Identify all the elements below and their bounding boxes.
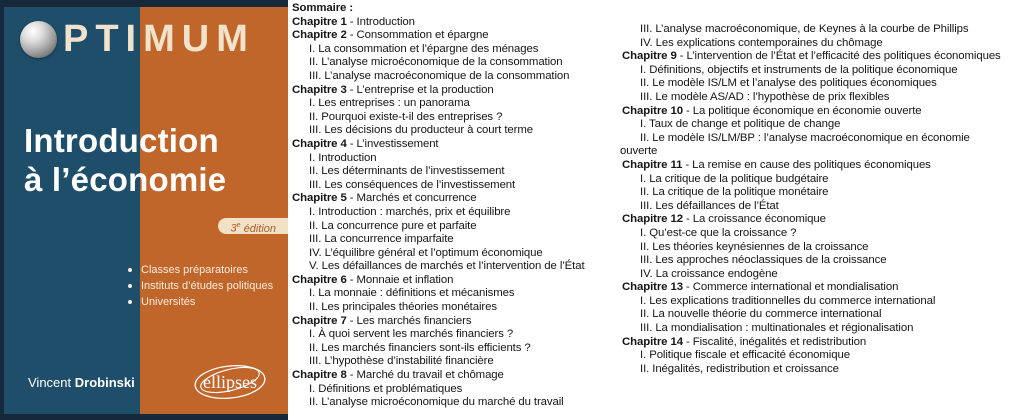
toc-entry-line: III. Les conséquences de l’investissement <box>309 178 516 191</box>
toc-entry-line: II. La concurrence pure et parfaite <box>309 219 477 232</box>
toc-entry-line: III. La concurrence imparfaite <box>309 233 454 246</box>
book-cover <box>0 0 288 420</box>
toc-entry-line: I. Les entreprises : un panorama <box>309 97 470 110</box>
toc-entry-line: I. Définitions et problématiques <box>309 382 463 395</box>
toc-heading: Sommaire : <box>292 2 354 14</box>
toc-entry-line: I. Taux de change et politique de change <box>640 118 841 131</box>
toc-entry-line: I. La monnaie : définitions et mécanismes <box>309 287 515 300</box>
toc-chapter-line: Chapitre 4 - L’investissement <box>292 137 439 150</box>
toc-entry-line: II. Le modèle IS/LM/BP : l’analyse macroéconomique en économie <box>640 131 970 144</box>
audience-list <box>128 264 273 312</box>
toc-entry-line: III. Le modèle AS/AD : l’hypothèse de prix flexibles <box>640 90 890 103</box>
toc-chapter-line: Chapitre 12 - La croissance économique <box>622 213 826 226</box>
edition-badge <box>218 218 288 234</box>
toc-entry-line: I. À quoi servent les marchés financiers ? <box>309 328 514 341</box>
toc-entry-line: IV. Les explications contemporaines du chômage <box>640 36 883 49</box>
toc-entry-line: III. L’hypothèse d’instabilité financière <box>309 355 494 368</box>
toc-chapter-line: Chapitre 13 - Commerce international et mondialisation <box>622 281 899 294</box>
toc-entry-line: I. Les explications traditionnelles du commerce international <box>640 294 936 307</box>
toc-entry-line: I. Introduction : marchés, prix et équilibre <box>309 205 511 218</box>
toc-chapter-line: Chapitre 7 - Les marchés financiers <box>292 314 472 327</box>
toc-entry-line: I. Politique fiscale et efficacité économique <box>640 349 850 362</box>
toc-entry-line: II. Le modèle IS/LM et l’analyse des politiques économiques <box>640 77 937 90</box>
toc-entry-line: II. La critique de la politique monétaire <box>640 186 829 199</box>
toc-column-2 <box>620 23 1001 376</box>
edition-sup: e <box>236 222 241 229</box>
book-title <box>24 121 226 199</box>
toc-chapter-line: Chapitre 5 - Marchés et concurrence <box>292 192 477 205</box>
toc-chapter-line: Chapitre 3 - L’entreprise et la production <box>292 83 494 96</box>
toc-entry-line: V. Les défaillances de marchés et l’intervention de l’État <box>309 260 585 273</box>
toc-entry-line: III. Les décisions du producteur à court terme <box>309 124 533 137</box>
audience-item <box>128 296 273 312</box>
toc-entry-line: II. Pourquoi existe-t-il des entreprises ? <box>309 110 503 123</box>
bullet-dot-icon <box>128 268 132 272</box>
toc-entry-line: II. Les marchés financiers sont-ils efficients ? <box>309 341 531 354</box>
toc-chapter-line: Chapitre 14 - Fiscalité, inégalités et redistribution <box>622 335 867 348</box>
publisher-wordmark: ellipses <box>203 372 257 392</box>
toc-entry-line: IV. L’équilibre général et l’optimum économique <box>309 246 543 259</box>
toc-entry-line: I. Introduction <box>309 151 377 164</box>
toc-entry-line: IV. La croissance endogène <box>640 267 778 280</box>
toc-chapter-line: Chapitre 8 - Marché du travail et chômage <box>292 369 504 382</box>
toc-entry-line: I. Qu’est-ce que la croissance ? <box>640 226 797 239</box>
audience-item <box>128 264 273 280</box>
audience-item-label: Instituts d’études politiques <box>141 280 274 292</box>
book-title-line2: à l’économie <box>24 161 227 198</box>
toc-entry-line: II. L’analyse microéconomique du marché du travail <box>309 396 564 409</box>
toc-column-1 <box>292 2 585 410</box>
toc-entry-line: II. L’analyse microéconomique de la consommation <box>309 56 563 69</box>
optimum-logo <box>20 20 255 58</box>
toc-entry-line: III. La mondialisation : multinationales et régionalisation <box>640 322 914 335</box>
audience-item-label: Classes préparatoires <box>141 264 248 276</box>
toc-entry-line: III. L’analyse macroéconomique de la consommation <box>309 69 570 82</box>
toc-entry-line: I. Définitions, objectifs et instruments de la politique économique <box>640 63 958 76</box>
toc-entry-line: III. Les défaillances de l’État <box>640 199 779 212</box>
toc-chapter-line: Chapitre 9 - L’intervention de l’État et l’efficacité des politiques économiques <box>622 50 1001 63</box>
toc-chapter-line: Chapitre 10 - La politique économique en économie ouverte <box>622 104 922 117</box>
ellipses-publisher-logo <box>192 359 268 405</box>
toc-entry-line: II. Les principales théories monétaires <box>309 301 497 314</box>
toc-chapter-line: Chapitre 1 - Introduction <box>292 15 415 28</box>
toc-entry-line: ouverte <box>620 145 658 158</box>
bullet-dot-icon <box>128 284 132 288</box>
edition-word: édition <box>243 222 276 235</box>
bullet-dot-icon <box>128 300 132 304</box>
toc-entry-line: II. Inégalités, redistribution et croissance <box>640 362 839 375</box>
cover-orange-panel <box>140 7 288 414</box>
toc-chapter-line: Chapitre 2 - Consommation et épargne <box>292 29 489 42</box>
toc-entry-line: II. Les théories keynésiennes de la croissance <box>640 240 869 253</box>
brand-letters: PTIMUM <box>63 18 255 60</box>
sphere-icon <box>20 21 57 58</box>
edition-number: 3 <box>230 222 237 235</box>
toc-entry-line: II. Les déterminants de l’investissement <box>309 165 505 178</box>
toc-entry-line: II. La nouvelle théorie du commerce international <box>640 308 882 321</box>
toc-entry-line: I. La critique de la politique budgétaire <box>640 172 829 185</box>
author-first-name: Vincent <box>28 375 72 390</box>
author-last-name: Drobinski <box>74 375 135 390</box>
toc-entry-line: III. L’analyse macroéconomique, de Keynes à la courbe de Phillips <box>640 23 969 35</box>
toc-chapter-line: Chapitre 11 - La remise en cause des politiques économiques <box>622 158 931 171</box>
cover-blue-panel <box>4 7 140 414</box>
book-title-line1: Introduction <box>24 122 219 159</box>
audience-item-label: Universités <box>141 296 196 308</box>
toc-entry-line: I. La consommation et l’épargne des ménages <box>309 42 539 55</box>
author-name <box>28 375 135 390</box>
toc-chapter-line: Chapitre 6 - Monnaie et inflation <box>292 273 454 286</box>
toc-entry-line: III. Les approches néoclassiques de la croissance <box>640 254 887 267</box>
audience-item <box>128 280 273 296</box>
